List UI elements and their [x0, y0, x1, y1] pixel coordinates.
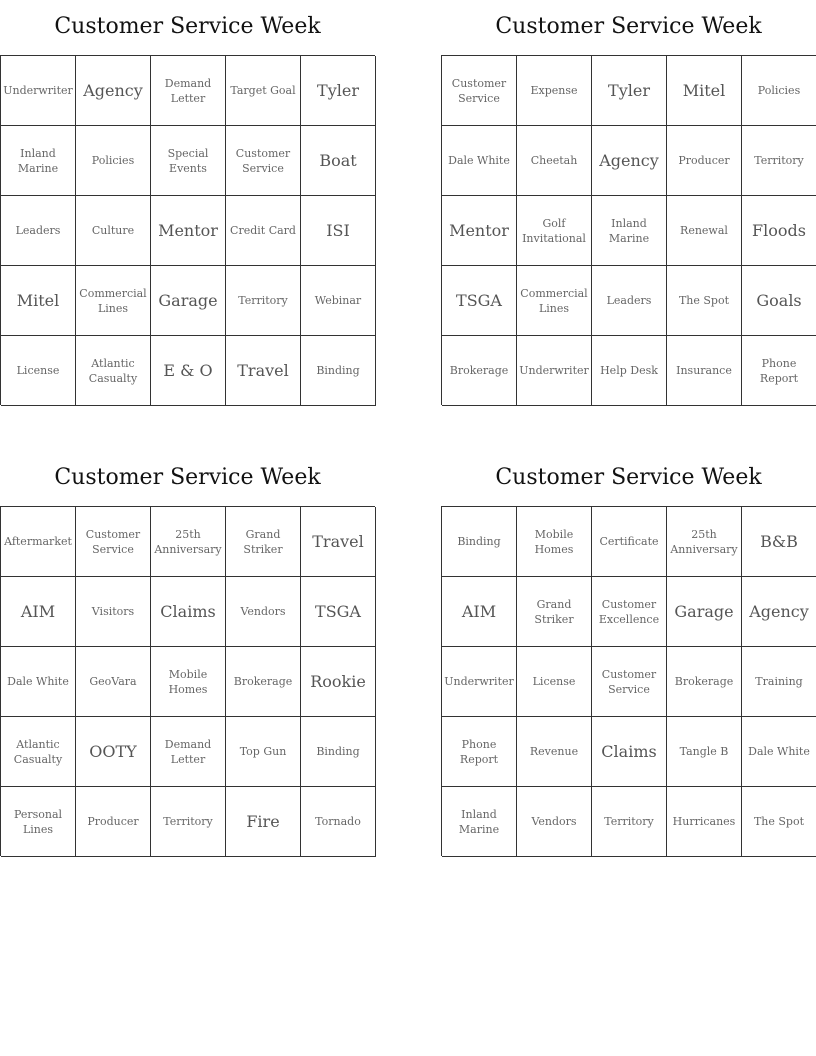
bingo-cell: Atlantic Casualty: [76, 336, 151, 406]
bingo-cell: Travel: [301, 507, 376, 577]
bingo-cell: Territory: [742, 126, 816, 196]
bingo-cell: 25th Anniversary: [151, 507, 226, 577]
bingo-cell: Special Events: [151, 126, 226, 196]
bingo-cell: Vendors: [517, 787, 592, 857]
bingo-cell: Underwriter: [442, 647, 517, 717]
bingo-cell: Aftermarket: [1, 507, 76, 577]
bingo-cell: Agency: [742, 577, 816, 647]
bingo-cell: License: [1, 336, 76, 406]
bingo-cell: ISI: [301, 196, 376, 266]
bingo-cell: Cheetah: [517, 126, 592, 196]
bingo-cell: Travel: [226, 336, 301, 406]
bingo-cell: B&B: [742, 507, 816, 577]
bingo-cell: Tornado: [301, 787, 376, 857]
bingo-cell: Tyler: [592, 56, 667, 126]
bingo-cell: Dale White: [742, 717, 816, 787]
bingo-cell: Mentor: [442, 196, 517, 266]
bingo-cell: AIM: [442, 577, 517, 647]
bingo-cell: Policies: [76, 126, 151, 196]
bingo-cell: Claims: [592, 717, 667, 787]
bingo-cell: Grand Striker: [517, 577, 592, 647]
bingo-cell: Certificate: [592, 507, 667, 577]
card-title: Customer Service Week: [495, 14, 762, 39]
bingo-cell: Customer Excellence: [592, 577, 667, 647]
bingo-cell: Tyler: [301, 56, 376, 126]
bingo-cell: Binding: [301, 336, 376, 406]
bingo-cell: Brokerage: [442, 336, 517, 406]
bingo-cell: Inland Marine: [1, 126, 76, 196]
bingo-cell: Visitors: [76, 577, 151, 647]
bingo-grid: [0, 506, 375, 856]
card-title: Customer Service Week: [495, 465, 762, 490]
bingo-cell: Dale White: [1, 647, 76, 717]
bingo-cell: Expense: [517, 56, 592, 126]
bingo-cell: Underwriter: [517, 336, 592, 406]
bingo-cell: Insurance: [667, 336, 742, 406]
bingo-cell: Producer: [76, 787, 151, 857]
bingo-cell: Boat: [301, 126, 376, 196]
bingo-cell: License: [517, 647, 592, 717]
bingo-cell: Leaders: [592, 266, 667, 336]
bingo-cell: Commercial Lines: [517, 266, 592, 336]
bingo-cell: Territory: [592, 787, 667, 857]
bingo-cell: Rookie: [301, 647, 376, 717]
bingo-cell: Floods: [742, 196, 816, 266]
bingo-cell: Culture: [76, 196, 151, 266]
bingo-cell: Territory: [226, 266, 301, 336]
bingo-cell: Territory: [151, 787, 226, 857]
bingo-cell: TSGA: [301, 577, 376, 647]
bingo-cell: E & O: [151, 336, 226, 406]
bingo-cell: Vendors: [226, 577, 301, 647]
bingo-cell: Revenue: [517, 717, 592, 787]
bingo-cell: The Spot: [667, 266, 742, 336]
bingo-card-2: [441, 0, 816, 405]
card-title: Customer Service Week: [54, 465, 321, 490]
bingo-cell: Demand Letter: [151, 717, 226, 787]
bingo-cell: Grand Striker: [226, 507, 301, 577]
bingo-cell: Customer Service: [592, 647, 667, 717]
bingo-card-1: [0, 0, 375, 405]
bingo-cell: Garage: [667, 577, 742, 647]
bingo-cell: Commercial Lines: [76, 266, 151, 336]
bingo-cell: Phone Report: [442, 717, 517, 787]
bingo-cell: Policies: [742, 56, 816, 126]
bingo-cell: Personal Lines: [1, 787, 76, 857]
bingo-cell: Phone Report: [742, 336, 816, 406]
bingo-cell: The Spot: [742, 787, 816, 857]
bingo-cell: Brokerage: [667, 647, 742, 717]
bingo-cell: Renewal: [667, 196, 742, 266]
bingo-cell: OOTY: [76, 717, 151, 787]
bingo-grid: [441, 55, 816, 405]
bingo-cell: Mitel: [1, 266, 76, 336]
bingo-cell: Brokerage: [226, 647, 301, 717]
bingo-cell: Claims: [151, 577, 226, 647]
bingo-cell: Inland Marine: [592, 196, 667, 266]
bingo-cell: Help Desk: [592, 336, 667, 406]
bingo-cell: Webinar: [301, 266, 376, 336]
bingo-cell: Demand Letter: [151, 56, 226, 126]
bingo-cell: Underwriter: [1, 56, 76, 126]
bingo-cell: Golf Invitational: [517, 196, 592, 266]
bingo-cell: Goals: [742, 266, 816, 336]
bingo-cell: Inland Marine: [442, 787, 517, 857]
bingo-cell: Mitel: [667, 56, 742, 126]
bingo-cell: Agency: [76, 56, 151, 126]
bingo-cell: Mentor: [151, 196, 226, 266]
bingo-cell: TSGA: [442, 266, 517, 336]
bingo-cell: Binding: [442, 507, 517, 577]
bingo-cell: Customer Service: [76, 507, 151, 577]
bingo-cell: Target Goal: [226, 56, 301, 126]
bingo-cell: Hurricanes: [667, 787, 742, 857]
bingo-cell: Agency: [592, 126, 667, 196]
bingo-cell: Binding: [301, 717, 376, 787]
bingo-card-4: [441, 451, 816, 856]
bingo-cell: Tangle B: [667, 717, 742, 787]
bingo-cell: Producer: [667, 126, 742, 196]
bingo-cell: Top Gun: [226, 717, 301, 787]
bingo-cell: Credit Card: [226, 196, 301, 266]
bingo-cell: GeoVara: [76, 647, 151, 717]
bingo-cell: Training: [742, 647, 816, 717]
card-title: Customer Service Week: [54, 14, 321, 39]
bingo-cell: Dale White: [442, 126, 517, 196]
bingo-cell: 25th Anniversary: [667, 507, 742, 577]
bingo-cell: Garage: [151, 266, 226, 336]
bingo-cell: AIM: [1, 577, 76, 647]
bingo-cell: Mobile Homes: [517, 507, 592, 577]
bingo-cell: Fire: [226, 787, 301, 857]
bingo-grid: [0, 55, 375, 405]
bingo-cell: Atlantic Casualty: [1, 717, 76, 787]
bingo-cell: Customer Service: [226, 126, 301, 196]
bingo-grid: [441, 506, 816, 856]
bingo-cell: Leaders: [1, 196, 76, 266]
bingo-card-3: [0, 451, 375, 856]
bingo-cell: Mobile Homes: [151, 647, 226, 717]
bingo-cell: Customer Service: [442, 56, 517, 126]
